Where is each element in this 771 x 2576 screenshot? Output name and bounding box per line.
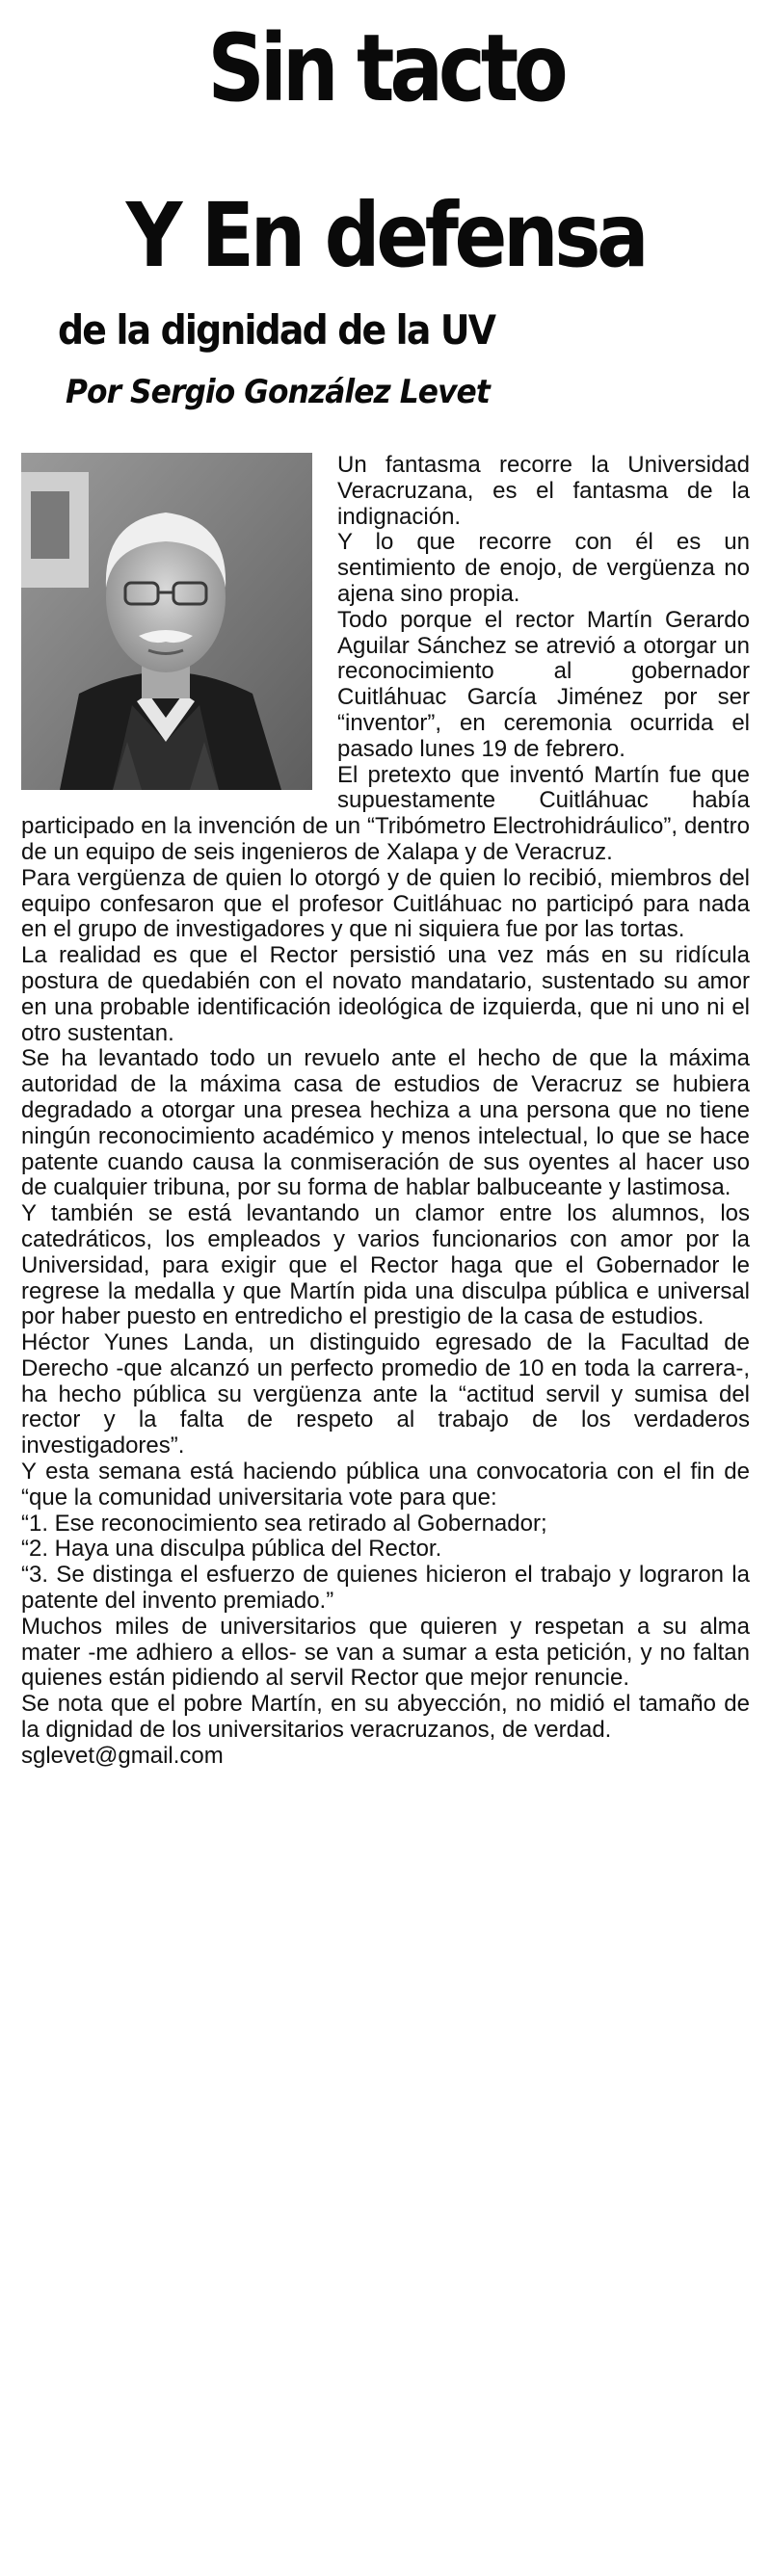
article-body xyxy=(21,453,750,1770)
list-item: “3. Se distinga el esfuerzo de quienes hicieron el trabajo y lograron la patente del invento premiado.” xyxy=(21,1562,750,1615)
subheadline: de la dignidad de la UV xyxy=(58,306,495,354)
list-item: “2. Haya una disculpa pública del Rector. xyxy=(21,1536,442,1563)
list-item: “1. Ese reconocimiento sea retirado al Gobernador; xyxy=(21,1510,547,1537)
paragraph: El pretexto que inventó Martín fue que supuestamente Cuitláhuac había participado en la invención de un “Tribómetro Electrohidráulico”, dentro de un equipo de seis ingenieros de Xalapa y de Veracruz. xyxy=(21,761,750,865)
paragraph: Un fantasma recorre la Universidad Veracruzana, es el fantasma de la indignación. xyxy=(337,452,750,530)
column-name: Sin tacto xyxy=(207,14,564,122)
byline: Por Sergio González Levet xyxy=(66,373,490,411)
paragraph: Todo porque el rector Martín Gerardo Aguilar Sánchez se atrevió a otorgar un reconocimiento al gobernador Cuitláhuac García Jiménez por ser “inventor”, en ceremonia ocurrida el pasado lunes 19 de febrero. xyxy=(337,606,750,762)
paragraph: La realidad es que el Rector persistió una vez más en su ridícula postura de quedabién con el novato mandatario, sustentado su amor en una probable identificación ideológica de izquierda, que ni uno ni el otro sustentan. xyxy=(21,942,750,1046)
paragraph: Se ha levantado todo un revuelo ante el hecho de que la máxima autoridad de la máxima casa de estudios de Veracruz se hubiera degradado a otorgar una presea hechiza a una persona que no tiene ningún reconocimiento académico y menos intelectual, lo que se hace patente cuando causa la conmiseración de sus oyentes al hacer uso de cualquier tribuna, por su forma de hablar balbuceante y lastimosa. xyxy=(21,1045,750,1201)
author-email[interactable]: sglevet@gmail.com xyxy=(21,1742,224,1769)
paragraph: Para vergüenza de quien lo otorgó y de quien lo recibió, miembros del equipo confesaron que el profesor Cuitláhuac no participó para nada en el grupo de investigadores y que ni siquiera fue por las tortas. xyxy=(21,864,750,943)
headline: Y En defensa xyxy=(125,184,646,287)
photo-spacer xyxy=(21,453,337,802)
paragraph: Se nota que el pobre Martín, en su abyección, no midió el tamaño de la dignidad de los universitarios veracruzanos, de verdad. xyxy=(21,1691,750,1744)
paragraph: Y lo que recorre con él es un sentimiento de enojo, de vergüenza no ajena sino propia. xyxy=(337,529,750,607)
paragraph: Y esta semana está haciendo pública una convocatoria con el fin de “que la comunidad universitaria vote para que: xyxy=(21,1459,750,1511)
paragraph: Muchos miles de universitarios que quieren y respetan a su alma mater -me adhiero a ellos- se van a sumar a esta petición, y no faltan quienes están pidiendo al servil Rector que mejor renuncie. xyxy=(21,1613,750,1692)
paragraph: Héctor Yunes Landa, un distinguido egresado de la Facultad de Derecho -que alcanzó un perfecto promedio de 10 en toda la carrera-, ha hecho pública su vergüenza ante la “actitud servil y sumisa del rector y la falta de respeto al trabajo de los verdaderos investigadores”. xyxy=(21,1329,750,1459)
paragraph: Y también se está levantando un clamor entre los alumnos, los catedráticos, los empleados y varios funcionarios con amor por la Universidad, para exigir que el Rector haga que el Gobernador le regrese la medalla y que Martín pida una disculpa pública e universal por haber puesto en entredicho el prestigio de la casa de estudios. xyxy=(21,1200,750,1330)
